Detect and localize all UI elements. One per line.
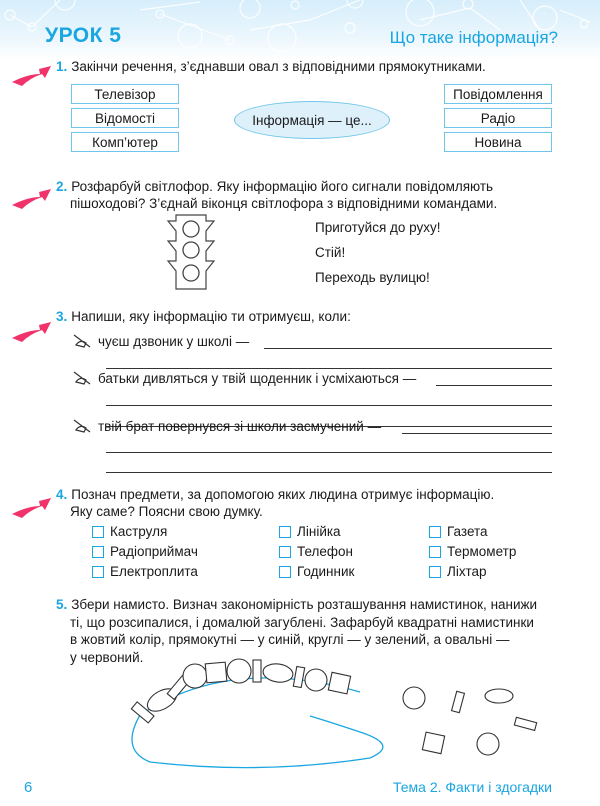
- answer-line[interactable]: [106, 368, 552, 369]
- task-text: Закінчи речення, з’єднавши овал з відповідними прямокутниками.: [71, 59, 486, 74]
- checkbox-icon[interactable]: [429, 526, 441, 538]
- bead-circle[interactable]: [305, 669, 327, 691]
- task-text: Познач предмети, за допомогою яких людина отримує інформацію.: [71, 487, 495, 502]
- footer-topic: Тема 2. Факти і здогадки: [392, 779, 552, 795]
- left-box-3[interactable]: Комп’ютер: [71, 132, 179, 152]
- right-box-3[interactable]: Новина: [444, 132, 552, 152]
- bead-square[interactable]: [205, 662, 227, 683]
- checkbox-label: Термометр: [447, 544, 517, 559]
- command-cross[interactable]: Переходь вулицю!: [315, 270, 430, 285]
- prompt-text: чуєш дзвоник у школі —: [98, 333, 250, 349]
- bead-rectangle[interactable]: [514, 717, 536, 730]
- pink-arrow-icon: [10, 318, 52, 346]
- task-text: ті, що розсипалися, і домалюй загублені. Зафарбуй квадратні намистинки: [70, 614, 534, 630]
- checkbox-label: Лінійка: [297, 524, 341, 539]
- task-text: Яку саме? Поясни свою думку.: [70, 504, 263, 519]
- bead-rectangle[interactable]: [253, 660, 261, 682]
- checkbox-icon[interactable]: [429, 546, 441, 558]
- write-prompt-3: [72, 418, 381, 434]
- checkbox-item[interactable]: [429, 524, 488, 539]
- task-number: 3.: [56, 309, 68, 324]
- checkbox-icon[interactable]: [279, 546, 291, 558]
- pencil-icon: [72, 333, 92, 349]
- page-header: [0, 0, 600, 60]
- task-number: 1.: [56, 59, 68, 74]
- task-number: 5.: [56, 597, 68, 612]
- checkbox-label: Годинник: [297, 564, 355, 579]
- lesson-topic: Що таке інформація?: [389, 28, 558, 47]
- task-4-instruction: [56, 486, 494, 520]
- pencil-icon: [72, 370, 92, 386]
- checkbox-label: Каструля: [110, 524, 168, 539]
- task-number: 2.: [56, 179, 68, 194]
- bead-circle[interactable]: [227, 659, 251, 683]
- task-number: 4.: [56, 487, 68, 502]
- checkbox-item[interactable]: [92, 524, 167, 539]
- prompt-text: батьки дивляться у твій щоденник і усміхаються —: [98, 370, 417, 386]
- checkbox-item[interactable]: [279, 524, 341, 539]
- bead-circle[interactable]: [477, 733, 499, 755]
- necklace-string[interactable]: [132, 715, 383, 768]
- right-box-1[interactable]: Повідомлення: [444, 84, 552, 104]
- checkbox-item[interactable]: [279, 544, 353, 559]
- information-oval[interactable]: Інформація — це...: [234, 101, 390, 139]
- page-number: 6: [24, 779, 33, 796]
- lesson-title: УРОК 5: [45, 24, 122, 47]
- checkbox-item[interactable]: [92, 564, 198, 579]
- write-prompt-1: [72, 333, 249, 349]
- task-text: Напиши, яку інформацію ти отримуєш, коли:: [71, 309, 351, 324]
- task-3-instruction: [56, 308, 351, 325]
- checkbox-label: Ліхтар: [447, 564, 487, 579]
- checkbox-icon[interactable]: [429, 566, 441, 578]
- checkbox-item[interactable]: [429, 544, 516, 559]
- bead-rectangle[interactable]: [452, 691, 465, 712]
- checkbox-icon[interactable]: [279, 526, 291, 538]
- bead-square[interactable]: [422, 732, 444, 754]
- traffic-light-icon[interactable]: [164, 213, 218, 291]
- pencil-icon: [72, 418, 92, 434]
- answer-line[interactable]: [264, 348, 552, 349]
- checkbox-icon[interactable]: [92, 546, 104, 558]
- task-2-instruction: [56, 178, 497, 212]
- prompt-text: твій брат повернувся зі школи засмучений —: [98, 418, 382, 434]
- checkbox-label: Електроплита: [110, 564, 198, 579]
- pink-arrow-icon: [10, 494, 52, 522]
- write-prompt-2: [72, 370, 416, 386]
- command-stop[interactable]: Стій!: [315, 245, 346, 260]
- checkbox-item[interactable]: [279, 564, 354, 579]
- checkbox-label: Телефон: [297, 544, 354, 559]
- task-text: у червоний.: [70, 649, 144, 665]
- right-box-2[interactable]: Радіо: [444, 108, 552, 128]
- pink-arrow-icon: [10, 185, 52, 213]
- scattered-beads: [403, 687, 537, 755]
- left-box-2[interactable]: Відомості: [71, 108, 179, 128]
- answer-line[interactable]: [106, 405, 552, 406]
- task-text: в жовтий колір, прямокутні — у синій, круглі — у зелений, а овальні —: [70, 632, 510, 647]
- pink-arrow-icon: [10, 62, 52, 90]
- task-text: Розфарбуй світлофор. Яку інформацію його сигнали повідомляють: [71, 179, 494, 194]
- bead-circle[interactable]: [183, 664, 207, 688]
- checkbox-label: Радіоприймач: [110, 544, 198, 559]
- checkbox-icon[interactable]: [279, 566, 291, 578]
- bead-rectangle[interactable]: [293, 666, 304, 687]
- task-text: пішоходові? З’єднай віконця світлофора з відповідними командами.: [70, 196, 498, 211]
- left-box-1[interactable]: Телевізор: [71, 84, 179, 104]
- answer-line[interactable]: [436, 385, 552, 386]
- bead-circle[interactable]: [403, 687, 425, 709]
- command-get-ready[interactable]: Приготуйся до руху!: [315, 220, 441, 235]
- checkbox-icon[interactable]: [92, 566, 104, 578]
- task-text: Збери намисто. Визнач закономірність розташування намистинок, нанижи: [71, 597, 538, 612]
- bead-oval[interactable]: [485, 689, 513, 703]
- bead-square[interactable]: [328, 672, 350, 694]
- bead-oval[interactable]: [262, 662, 294, 684]
- answer-line[interactable]: [106, 452, 552, 453]
- answer-line[interactable]: [106, 472, 552, 473]
- checkbox-icon[interactable]: [92, 526, 104, 538]
- checkbox-item[interactable]: [92, 544, 198, 559]
- answer-line[interactable]: [402, 433, 552, 434]
- necklace-illustration[interactable]: [110, 650, 550, 775]
- checkbox-item[interactable]: [429, 564, 487, 579]
- task-1-instruction: [56, 58, 486, 75]
- checkbox-label: Газета: [447, 524, 488, 539]
